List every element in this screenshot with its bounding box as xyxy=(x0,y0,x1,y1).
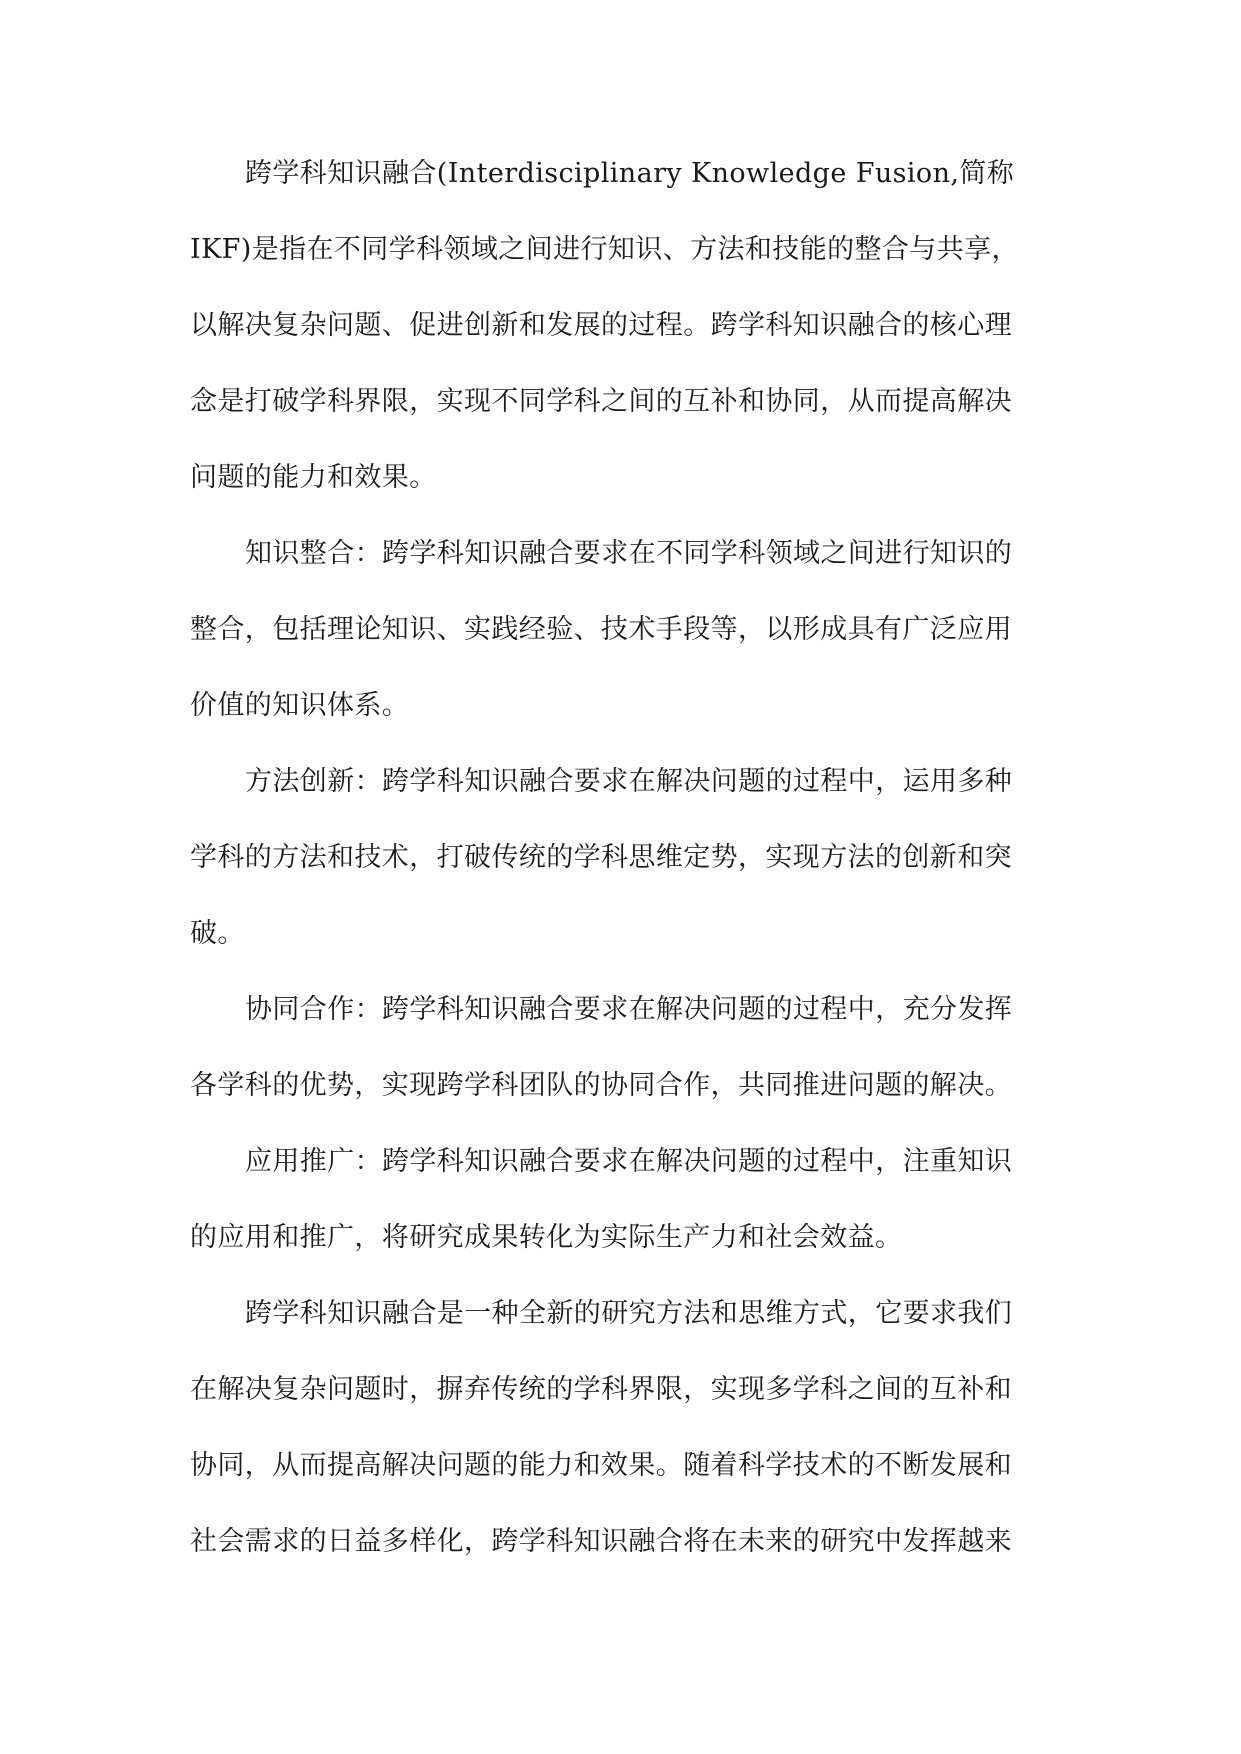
text-line-p2-2: 整合，包括理论知识、实践经验、技术手段等，以形成具有广泛应用 xyxy=(190,614,1012,645)
text-line-p5-2: 的应用和推广，将研究成果转化为实际生产力和社会效益。 xyxy=(190,1222,903,1253)
text-line-p1-3: 以解决复杂问题、促进创新和发展的过程。跨学科知识融合的核心理 xyxy=(190,310,1012,341)
text-line-p1-4: 念是打破学科界限，实现不同学科之间的互补和协同，从而提高解决 xyxy=(190,386,1012,417)
text-line-p2-1: 知识整合：跨学科知识融合要求在不同学科领域之间进行知识的 xyxy=(245,538,1013,569)
text-line-p6-3: 协同，从而提高解决问题的能力和效果。随着科学技术的不断发展和 xyxy=(190,1450,1012,1481)
text-line-p4-2: 各学科的优势，实现跨学科团队的协同合作，共同推进问题的解决。 xyxy=(190,1070,1012,1101)
text-line-p3-3: 破。 xyxy=(190,918,245,949)
text-line-p6-1: 跨学科知识融合是一种全新的研究方法和思维方式，它要求我们 xyxy=(245,1298,1013,1329)
text-line-p2-3: 价值的知识体系。 xyxy=(190,690,410,721)
text-line-p5-1: 应用推广：跨学科知识融合要求在解决问题的过程中，注重知识 xyxy=(245,1146,1013,1177)
text-line-p1-1: 跨学科知识融合(Interdisciplinary Knowledge Fusion,简称 xyxy=(245,158,1015,189)
text-line-p3-2: 学科的方法和技术，打破传统的学科思维定势，实现方法的创新和突 xyxy=(190,842,1012,873)
text-line-p4-1: 协同合作：跨学科知识融合要求在解决问题的过程中，充分发挥 xyxy=(245,994,1013,1025)
text-line-p1-5: 问题的能力和效果。 xyxy=(190,462,437,493)
text-line-p3-1: 方法创新：跨学科知识融合要求在解决问题的过程中，运用多种 xyxy=(245,766,1013,797)
text-line-p6-4: 社会需求的日益多样化，跨学科知识融合将在未来的研究中发挥越来 xyxy=(190,1526,1012,1557)
text-line-p1-2: IKF)是指在不同学科领域之间进行知识、方法和技能的整合与共享， xyxy=(190,234,1019,265)
text-line-p6-2: 在解决复杂问题时，摒弃传统的学科界限，实现多学科之间的互补和 xyxy=(190,1374,1012,1405)
